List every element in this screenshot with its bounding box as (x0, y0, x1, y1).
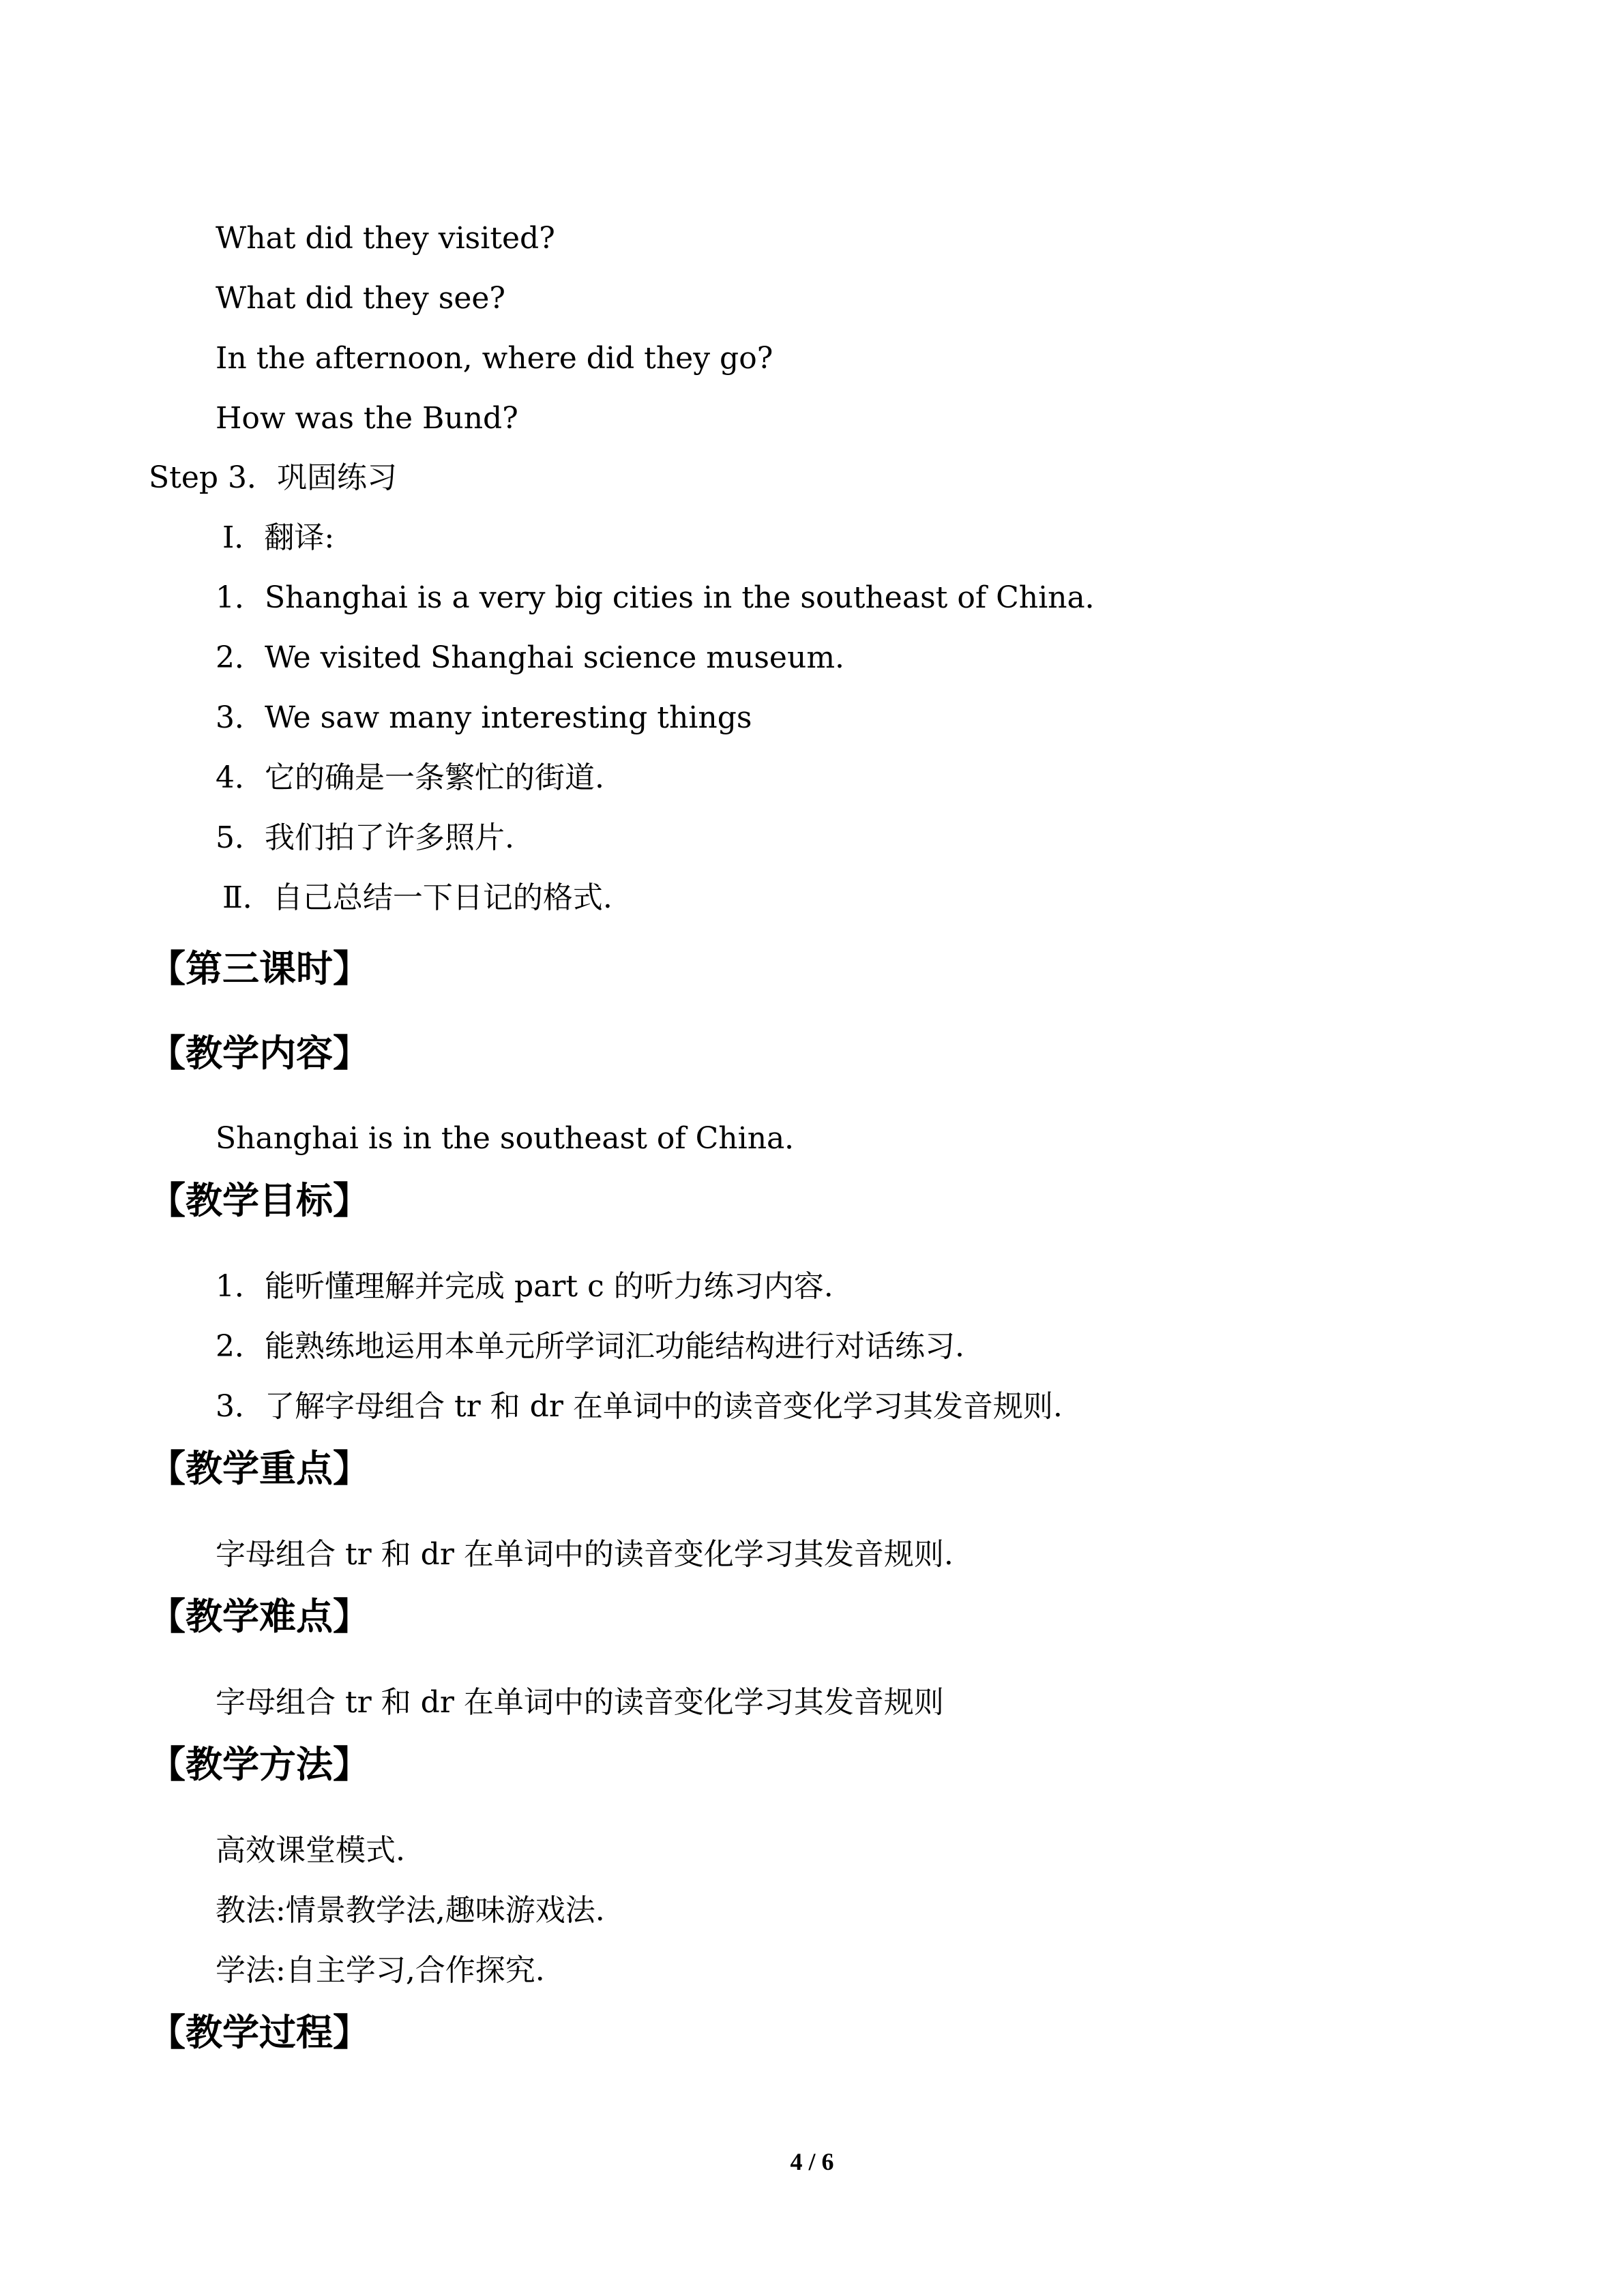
part2-title: Ⅱ．自己总结一下日记的格式. (222, 880, 612, 915)
key-text: 字母组合 tr 和 dr 在单词中的读音变化学习其发音规则. (216, 1537, 954, 1572)
difficulty-heading: 【教学难点】 (149, 1595, 370, 1638)
question-line: How was the Bund? (216, 401, 518, 436)
method-item: 学法:自主学习,合作探究. (216, 1953, 545, 1988)
difficulty-text: 字母组合 tr 和 dr 在单词中的读音变化学习其发音规则 (216, 1685, 944, 1720)
exercise-item: 2．We visited Shanghai science museum. (216, 640, 845, 675)
lesson3-heading: 【第三课时】 (149, 947, 370, 990)
method-heading: 【教学方法】 (149, 1743, 370, 1786)
goal-item: 1．能听懂理解并完成 part c 的听力练习内容. (216, 1269, 833, 1304)
part1-title: Ⅰ．翻译: (222, 520, 335, 555)
question-line: In the afternoon, where did they go? (216, 341, 773, 376)
process-heading: 【教学过程】 (149, 2011, 370, 2054)
content-heading: 【教学内容】 (149, 1032, 370, 1075)
goal-item: 3．了解字母组合 tr 和 dr 在单词中的读音变化学习其发音规则. (216, 1389, 1063, 1424)
exercise-item: 4．它的确是一条繁忙的街道. (216, 760, 604, 795)
page-number: 4 / 6 (790, 2148, 834, 2175)
exercise-item: 3．We saw many interesting things (216, 700, 752, 735)
exercise-item: 5．我们拍了许多照片. (216, 820, 514, 855)
exercise-item: 1．Shanghai is a very big cities in the southeast of China． (216, 580, 1115, 615)
step3-title: Step 3．巩固练习 (149, 460, 398, 495)
question-line: What did they see? (216, 281, 506, 316)
key-heading: 【教学重点】 (149, 1447, 370, 1490)
goal-item: 2．能熟练地运用本单元所学词汇功能结构进行对话练习. (216, 1329, 964, 1364)
method-item: 教法:情景教学法,趣味游戏法. (216, 1893, 605, 1928)
method-item: 高效课堂模式. (216, 1833, 405, 1868)
goals-heading: 【教学目标】 (149, 1179, 370, 1222)
content-text: Shanghai is in the southeast of China． (216, 1121, 815, 1156)
question-line: What did they visited? (216, 221, 555, 256)
